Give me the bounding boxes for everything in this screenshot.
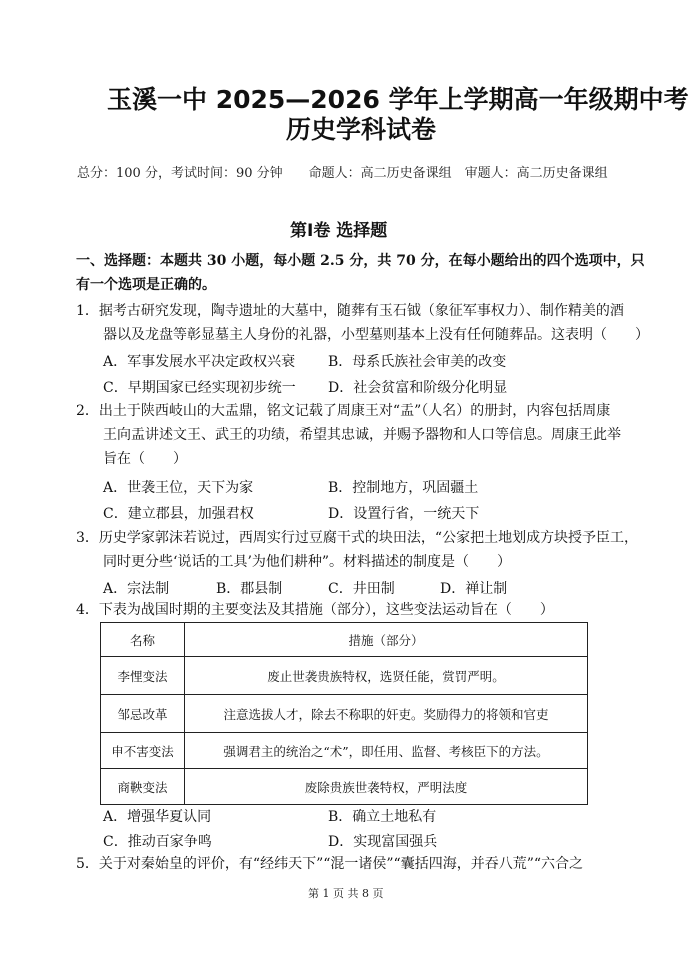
- table-cell-name: 邹忌改革: [101, 695, 185, 733]
- table-header-measures: 措施（部分）: [185, 623, 588, 657]
- question-2-line2: 王向盂讲述文王、武王的功绩，希望其忠诚，并赐予器物和人口等信息。周康王此举: [103, 427, 621, 443]
- question-3-option-b[interactable]: B．郡县制: [216, 581, 283, 597]
- question-2-option-a[interactable]: A．世袭王位，天下为家: [103, 480, 254, 496]
- section-title: 第Ⅰ卷 选择题: [290, 221, 388, 241]
- question-4-option-c[interactable]: C．推动百家争鸣: [103, 834, 212, 850]
- question-4-option-a[interactable]: A．增强华夏认同: [103, 809, 212, 825]
- exam-title-line2: 历史学科试卷: [286, 115, 437, 144]
- question-3-line1: 3．历史学家郭沫若说过，西周实行过豆腐干式的块田法，“公家把土地划成方块授予臣工，: [76, 530, 639, 546]
- table-row: [101, 695, 588, 733]
- question-2-line3: 旨在（ ）: [103, 451, 187, 467]
- question-2-line1: 2．出土于陕西岐山的大盂鼎，铭文记载了周康王对“盂”（人名）的册封，内容包括周康: [76, 403, 611, 419]
- question-1-option-a[interactable]: A．军事发展水平决定政权兴衰: [103, 354, 296, 370]
- reform-table: [100, 622, 588, 805]
- table-cell-measures: 强调君主的统治之“术”，即任用、监督、考核臣下的方法。: [185, 733, 588, 769]
- question-1-option-d[interactable]: D．社会贫富和阶级分化明显: [328, 380, 508, 396]
- page-number: 第 1 页 共 8 页: [308, 887, 384, 900]
- instructions-prefix: 一、选择题：: [76, 253, 160, 269]
- table-row: [101, 657, 588, 695]
- question-3-option-a[interactable]: A．宗法制: [103, 581, 170, 597]
- table-cell-name: 李悝变法: [101, 657, 185, 695]
- table-cell-measures: 废止世袭贵族特权，选贤任能，赏罚严明。: [185, 657, 588, 695]
- instructions-text: 本题共 30 小题，每小题 2.5 分，共 70 分，在每小题给出的四个选项中，只: [160, 253, 645, 269]
- question-2-option-b[interactable]: B．控制地方，巩固疆土: [328, 480, 479, 496]
- table-cell-measures: 废除贵族世袭特权，严明法度: [185, 769, 588, 805]
- table-cell-name: 申不害变法: [101, 733, 185, 769]
- instructions-line2: 有一个选项是正确的。: [76, 277, 216, 293]
- question-4-option-d[interactable]: D．实现富国强兵: [328, 834, 438, 850]
- question-5-line1: 5．关于对秦始皇的评价，有“经纬天下”“混一诸侯”“囊括四海，并吞八荒”“六合之: [76, 856, 584, 872]
- question-1-option-b[interactable]: B．母系氏族社会审美的改变: [328, 354, 507, 370]
- question-4-line1: 4．下表为战国时期的主要变法及其措施（部分），这些变法运动旨在（ ）: [76, 602, 554, 618]
- table-row: [101, 733, 588, 769]
- question-4-option-b[interactable]: B．确立土地私有: [328, 809, 437, 825]
- table-cell-name: 商鞅变法: [101, 769, 185, 805]
- question-2-option-d[interactable]: D．设置行省，一统天下: [328, 506, 480, 522]
- table-row: [101, 769, 588, 805]
- table-header-row: [101, 623, 588, 657]
- exam-meta: 总分：100 分，考试时间：90 分钟 命题人：高二历史备课组 审题人：高二历史备课组: [77, 166, 608, 181]
- question-3-line2: 同时更分些‘说话的工具’为他们耕种”。材料描述的制度是（ ）: [103, 554, 512, 570]
- exam-title-line1: 玉溪一中 2025—2026 学年上学期高一年级期中考: [107, 85, 689, 114]
- table-cell-measures: 注意选拔人才，除去不称职的奸吏。奖励得力的将领和官吏: [185, 695, 588, 733]
- question-1-line1: 1．据考古研究发现，陶寺遗址的大墓中，随葬有玉石钺（象征军事权力）、制作精美的酒: [76, 303, 624, 319]
- question-3-option-c[interactable]: C．井田制: [328, 581, 395, 597]
- table-header-name: 名称: [101, 623, 185, 657]
- question-3-option-d[interactable]: D．禅让制: [440, 581, 508, 597]
- instructions-line1: [76, 251, 645, 271]
- question-1-option-c[interactable]: C．早期国家已经实现初步统一: [103, 380, 296, 396]
- question-2-option-c[interactable]: C．建立郡县，加强君权: [103, 506, 254, 522]
- question-1-line2: 器以及龙盘等彰显墓主人身份的礼器，小型墓则基本上没有任何随葬品。这表明（ ）: [103, 327, 649, 343]
